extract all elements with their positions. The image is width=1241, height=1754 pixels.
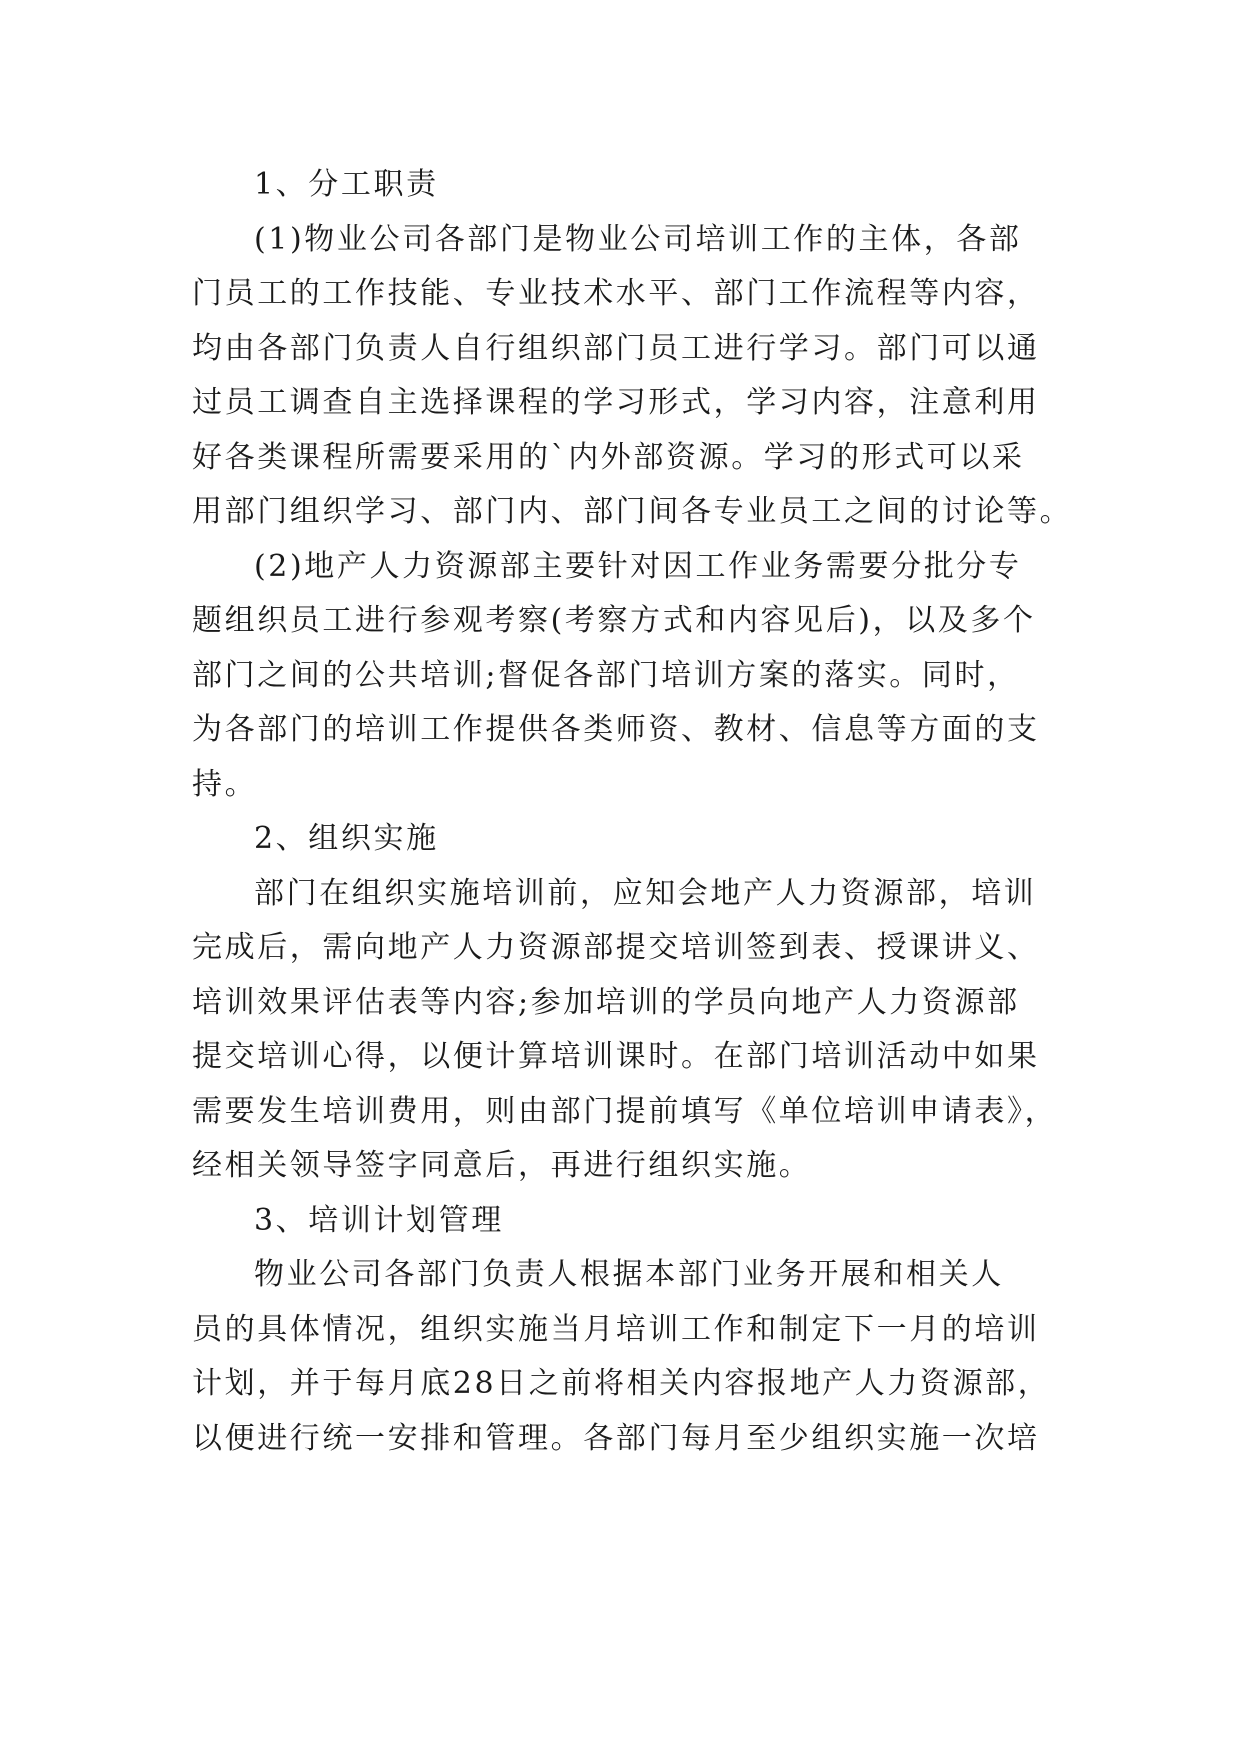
section-heading-3: 3、培训计划管理 <box>254 1202 504 1238</box>
paragraph-line: (2)地产人力资源部主要针对因工作业务需要分批分专 <box>254 548 1022 584</box>
paragraph-line: 持。 <box>192 766 258 802</box>
document-body <box>192 158 1073 1466</box>
paragraph-line: 提交培训心得，以便计算培训课时。在部门培训活动中如果 <box>192 1039 1040 1074</box>
section-heading-2: 2、组织实施 <box>254 821 439 856</box>
paragraph-line: 需要发生培训费用，则由部门提前填写《单位培训申请表》， <box>192 1093 1058 1129</box>
paragraph-line: 均由各部门负责人自行组织部门员工进行学习。部门可以通 <box>192 330 1040 366</box>
paragraph-line: 培训效果评估表等内容;参加培训的学员向地产人力资源部 <box>192 984 1020 1020</box>
paragraph-line: 好各类课程所需要采用的`内外部资源。学习的形式可以采 <box>192 439 1025 475</box>
paragraph-line: 完成后，需向地产人力资源部提交培训签到表、授课讲义、 <box>192 930 1040 965</box>
paragraph-line: 员的具体情况，组织实施当月培训工作和制定下一月的培训 <box>192 1311 1040 1347</box>
section-heading-1: 1、分工职责 <box>254 167 439 202</box>
paragraph-line: 经相关领导签字同意后，再进行组织实施。 <box>192 1148 812 1183</box>
paragraph-line: 题组织员工进行参观考察(考察方式和内容见后)，以及多个 <box>192 603 1036 638</box>
paragraph-line: 过员工调查自主选择课程的学习形式，学习内容，注意利用 <box>192 385 1040 420</box>
paragraph-line: 为各部门的培训工作提供各类师资、教材、信息等方面的支 <box>192 712 1040 747</box>
paragraph-line: 用部门组织学习、部门内、部门间各专业员工之间的讨论等。 <box>192 494 1073 529</box>
paragraph-line: 部门在组织实施培训前，应知会地产人力资源部，培训 <box>254 875 1037 911</box>
paragraph-line: 计划，并于每月底28日之前将相关内容报地产人力资源部， <box>192 1366 1051 1401</box>
paragraph-line: 以便进行统一安排和管理。各部门每月至少组织实施一次培 <box>192 1420 1040 1456</box>
paragraph-line: 部门之间的公共培训;督促各部门培训方案的落实。同时， <box>192 657 1020 693</box>
paragraph-line: 门员工的工作技能、专业技术水平、部门工作流程等内容， <box>192 276 1040 311</box>
paragraph-line: (1)物业公司各部门是物业公司培训工作的主体，各部 <box>254 221 1022 257</box>
paragraph-line: 物业公司各部门负责人根据本部门业务开展和相关人 <box>254 1257 1004 1292</box>
